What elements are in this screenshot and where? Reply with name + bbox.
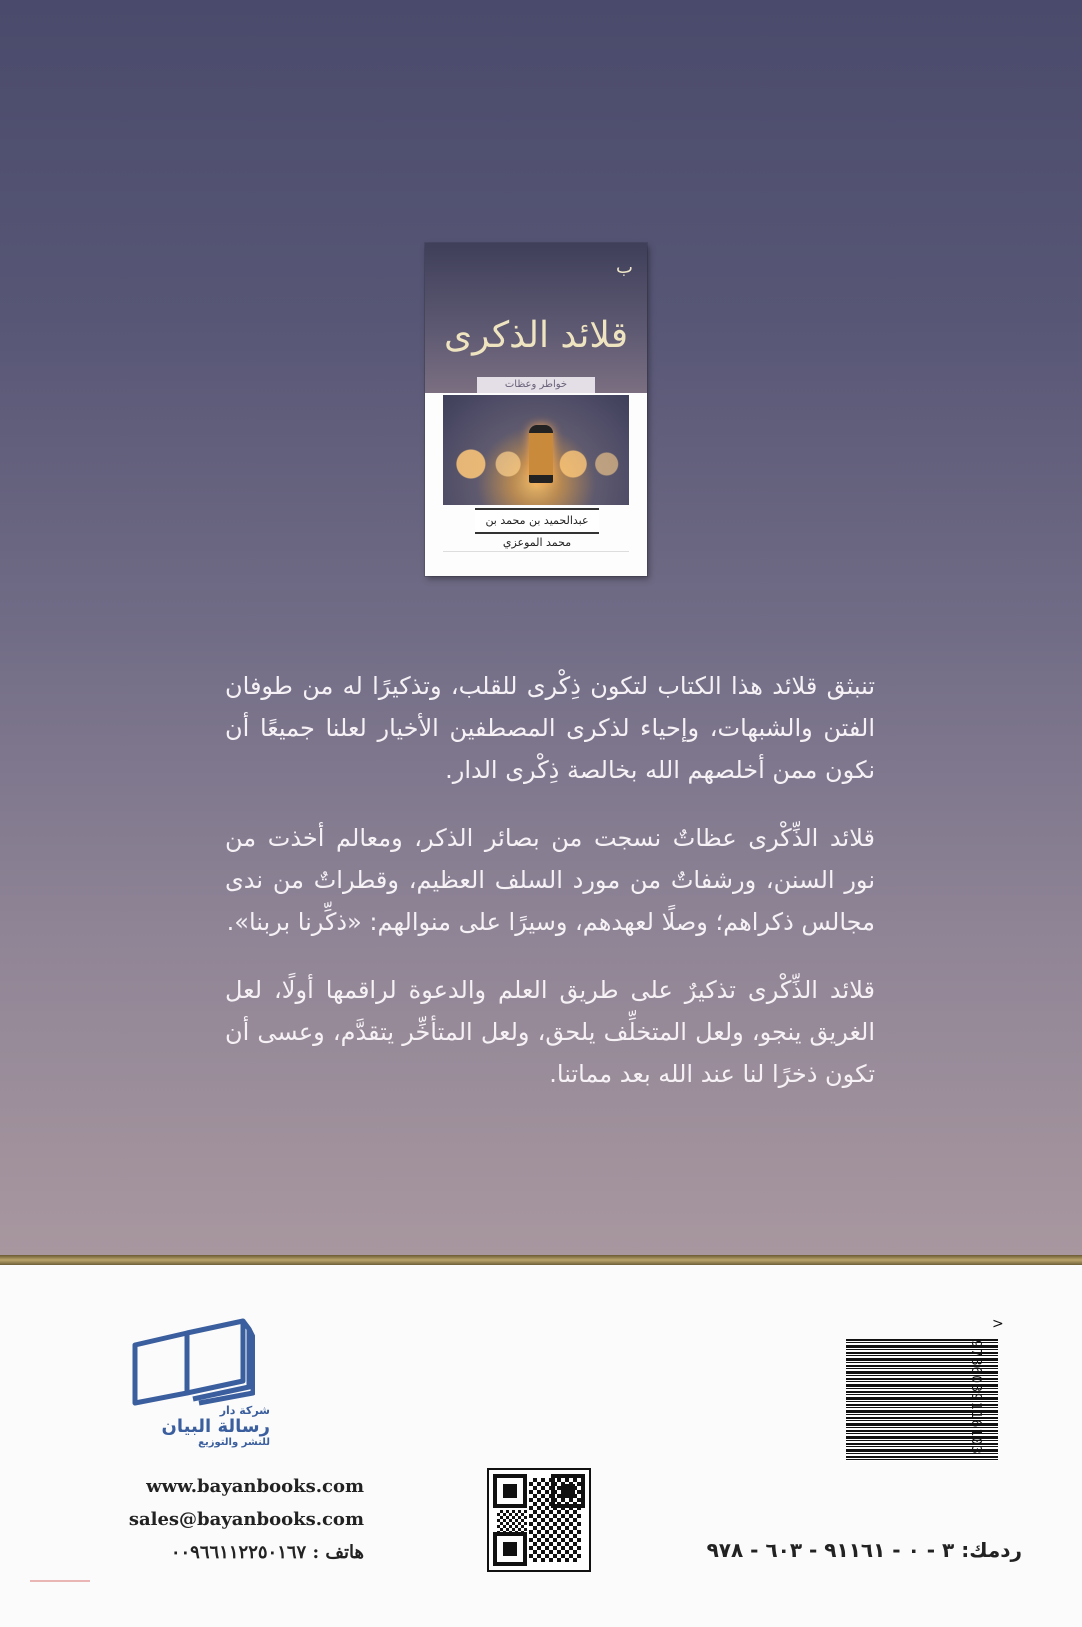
publisher-phone: هاتف : ٠٠٩٦٦١١٢٢٥٠١٦٧: [170, 1542, 364, 1563]
qr-finder: [493, 1474, 527, 1508]
print-scuff: [30, 1580, 90, 1582]
qr-code: [487, 1468, 591, 1572]
cover-subtitle: خواطر وعظات: [477, 377, 595, 393]
publisher-mark-icon: ب: [616, 257, 633, 278]
cover-lantern-photo: [443, 395, 629, 505]
publisher-website[interactable]: www.bayanbooks.com: [146, 1476, 364, 1497]
qr-finder: [493, 1532, 527, 1566]
cover-author: عبدالحميد بن محمد بن محمد الموعزي: [475, 508, 599, 534]
barcode-marker: >: [992, 1316, 1004, 1332]
cover-title: قلائد الذكرى: [443, 315, 629, 356]
blurb-paragraph-2: قلائد الذِّكْرى عظاتٌ نسجت من بصائر الذكر، ومعالم أخذت من نور السنن، ورشفاتٌ من مورد السلف العظيم، وقطراتٌ من ندى مجالس ذكراهم؛ وصلًا لعهدهم، وسيرًا على منوالهم: «ذكِّرنا بربنا».: [225, 824, 875, 936]
publisher-name: [140, 1404, 270, 1449]
publisher-name-line1: شركة دار: [219, 1404, 270, 1417]
book-cover-thumbnail: [425, 243, 647, 576]
isbn-text: ردمك: ٣ - ٠ - ٩١١٦١ - ٦٠٣ - ٩٧٨: [706, 1538, 1022, 1562]
publisher-contact: [44, 1470, 364, 1569]
barcode-digits: 9786039116103: [968, 1340, 983, 1455]
qr-modules: [497, 1510, 527, 1532]
open-book-logo-icon: [125, 1315, 255, 1407]
gold-divider: [0, 1255, 1082, 1265]
cover-divider: [443, 551, 629, 552]
publisher-name-line3: للنشر والتوزيع: [198, 1437, 270, 1448]
back-cover-blurb: [225, 665, 875, 1121]
qr-modules: [529, 1478, 581, 1562]
lantern-icon: [529, 425, 553, 483]
blurb-paragraph-1: تنبثق قلائد هذا الكتاب لتكون ذِكْرى للقلب، وتذكيرًا له من طوفان الفتن والشبهات، وإحياء لذكرى المصطفين الأخيار لعلنا جميعًا أن نكون ممن أخلصهم الله بخالصة ذِكْرى الدار.: [225, 672, 875, 784]
publisher-email[interactable]: sales@bayanbooks.com: [128, 1509, 364, 1530]
blurb-paragraph-3: قلائد الذِّكْرى تذكيرٌ على طريق العلم والدعوة لراقمها أولًا، لعل الغريق ينجو، ولعل المتخلِّف يلحق، ولعل المتأخِّر يتقدَّم، وعسى أن تكون ذخرًا لنا عند الله بعد مماتنا.: [225, 976, 875, 1088]
publisher-name-line2: رسالة البيان: [161, 1416, 270, 1437]
